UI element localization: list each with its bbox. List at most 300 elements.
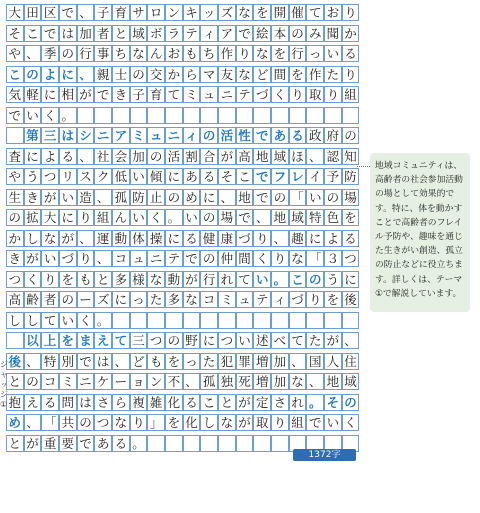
grid-cell: の xyxy=(271,189,289,206)
grid-cell: 「 xyxy=(41,414,59,431)
grid-cell: 多 xyxy=(165,291,183,308)
grid-cell: 認 xyxy=(324,148,342,165)
grid-cell xyxy=(306,107,324,124)
grid-cell xyxy=(218,312,236,329)
grid-cell: き xyxy=(112,86,130,103)
grid-cell: 行 xyxy=(289,45,307,62)
grid-cell: と xyxy=(218,394,236,411)
grid-cell: し xyxy=(24,230,42,247)
grid-cell: 別 xyxy=(59,353,77,370)
grid-cell: こ xyxy=(289,271,307,288)
grid-cell: 防 xyxy=(130,189,148,206)
grid-cell xyxy=(253,312,271,329)
grid-cell: る xyxy=(342,230,360,247)
grid-cell: 高 xyxy=(6,291,24,308)
grid-cell: 取 xyxy=(306,86,324,103)
grid-cell: れ xyxy=(218,271,236,288)
grid-cell: さ xyxy=(94,394,112,411)
grid-cell: サ xyxy=(130,4,148,21)
grid-cell: の xyxy=(165,189,183,206)
grid-cell: 会 xyxy=(112,148,130,165)
grid-cell: な xyxy=(289,373,307,390)
grid-cell: 孤 xyxy=(200,373,218,390)
grid-cell: い xyxy=(324,45,342,62)
grid-cell: る xyxy=(200,168,218,185)
grid-cell: こ xyxy=(6,66,24,83)
grid-cell: づ xyxy=(289,291,307,308)
grid-cell: り xyxy=(130,414,148,431)
grid-cell: の xyxy=(24,66,42,83)
grid-cell: 、 xyxy=(253,209,271,226)
grid-cell: き xyxy=(24,189,42,206)
grid-cell: ー xyxy=(77,291,95,308)
grid-cell: い xyxy=(324,414,342,431)
grid-cell xyxy=(200,107,218,124)
grid-cell: 場 xyxy=(342,189,360,206)
grid-cell: で xyxy=(236,209,254,226)
grid-cell: 域 xyxy=(130,25,148,42)
grid-cell: 傾 xyxy=(147,168,165,185)
grid-cell: ミ xyxy=(183,86,201,103)
grid-row xyxy=(6,310,359,331)
grid-cell: 士 xyxy=(112,66,130,83)
grid-cell xyxy=(271,435,289,452)
grid-cell: 特 xyxy=(306,209,324,226)
grid-cell: 域 xyxy=(342,373,360,390)
grid-cell: 、 xyxy=(24,414,42,431)
grid-cell: 犯 xyxy=(218,353,236,370)
grid-cell: な xyxy=(130,45,148,62)
grid-cell: の xyxy=(200,127,218,144)
grid-cell: と xyxy=(6,435,24,452)
grid-cell: 防 xyxy=(342,168,360,185)
grid-cell: 、 xyxy=(77,4,95,21)
grid-cell: 地 xyxy=(236,189,254,206)
grid-cell: ィ xyxy=(200,25,218,42)
grid-cell: 活 xyxy=(165,148,183,165)
grid-cell xyxy=(253,435,271,452)
grid-cell: か xyxy=(6,230,24,247)
grid-cell xyxy=(236,435,254,452)
grid-row xyxy=(6,412,359,433)
grid-cell: い xyxy=(236,332,254,349)
grid-cell: 住 xyxy=(342,353,360,370)
grid-cell: 三 xyxy=(41,127,59,144)
grid-cell: で xyxy=(183,250,201,267)
grid-cell: 抱 xyxy=(6,394,24,411)
grid-cell: な xyxy=(289,250,307,267)
grid-cell: る xyxy=(289,127,307,144)
grid-cell: 重 xyxy=(41,435,59,452)
grid-cell: り xyxy=(306,291,324,308)
grid-cell: ニ xyxy=(165,127,183,144)
grid-cell: ら xyxy=(183,66,201,83)
grid-cell: 大 xyxy=(6,4,24,21)
grid-cell: の xyxy=(59,291,77,308)
grid-cell: 三 xyxy=(130,332,148,349)
grid-cell: ほ xyxy=(289,148,307,165)
grid-cell: 間 xyxy=(236,250,254,267)
grid-cell: う xyxy=(24,168,42,185)
grid-cell: リ xyxy=(59,168,77,185)
grid-cell: の xyxy=(24,373,42,390)
grid-row xyxy=(6,105,359,126)
grid-cell xyxy=(342,107,360,124)
grid-cell: 止 xyxy=(147,189,165,206)
grid-cell: 府 xyxy=(324,127,342,144)
grid-cell: イ xyxy=(306,168,324,185)
grid-cell: 動 xyxy=(165,271,183,288)
grid-cell: 増 xyxy=(253,353,271,370)
grid-cell: 域 xyxy=(289,209,307,226)
grid-cell: 後 xyxy=(6,353,24,370)
grid-row xyxy=(6,84,359,105)
grid-cell: 組 xyxy=(94,209,112,226)
grid-cell: い xyxy=(24,107,42,124)
grid-cell: 相 xyxy=(59,86,77,103)
grid-cell: ュ xyxy=(236,291,254,308)
grid-cell: 、 xyxy=(94,250,112,267)
grid-cell: を xyxy=(271,45,289,62)
grid-cell: お xyxy=(324,4,342,21)
grid-cell: 上 xyxy=(41,332,59,349)
grid-cell: 人 xyxy=(324,353,342,370)
grid-cell: の xyxy=(6,209,24,226)
grid-cell: ミ xyxy=(130,127,148,144)
grid-cell: に xyxy=(200,332,218,349)
grid-cell: ィ xyxy=(183,127,201,144)
grid-cell: 大 xyxy=(41,209,59,226)
grid-cell: 齢 xyxy=(24,291,42,308)
grid-cell: な xyxy=(253,45,271,62)
grid-cell: に xyxy=(342,271,360,288)
grid-cell: 生 xyxy=(6,189,24,206)
grid-cell: 化 xyxy=(183,414,201,431)
grid-cell: を xyxy=(165,414,183,431)
grid-row xyxy=(6,392,359,413)
grid-cell: よ xyxy=(41,66,59,83)
note-leader-line xyxy=(357,166,370,167)
grid-cell: な xyxy=(218,414,236,431)
grid-cell: と xyxy=(6,373,24,390)
grid-row xyxy=(6,166,359,187)
grid-cell: ズ xyxy=(218,4,236,21)
grid-cell: ら xyxy=(112,394,130,411)
grid-cell: に xyxy=(41,86,59,103)
grid-row xyxy=(6,43,359,64)
grid-cell: 体 xyxy=(130,230,148,247)
grid-cell: は xyxy=(59,127,77,144)
grid-cell: 国 xyxy=(306,353,324,370)
grid-cell: 間 xyxy=(271,66,289,83)
grid-cell: 死 xyxy=(236,373,254,390)
grid-cell: 加 xyxy=(271,373,289,390)
grid-cell: 「 xyxy=(289,189,307,206)
grid-cell: に xyxy=(165,230,183,247)
grid-cell: ュ xyxy=(147,127,165,144)
grid-cell: る xyxy=(59,148,77,165)
grid-cell: ロ xyxy=(147,4,165,21)
grid-cell: に xyxy=(306,230,324,247)
grid-cell: と xyxy=(94,271,112,288)
grid-cell: 。 xyxy=(130,435,148,452)
grid-row xyxy=(6,207,359,228)
grid-cell: 第 xyxy=(24,127,42,144)
grid-row xyxy=(6,351,359,372)
grid-cell: 趣 xyxy=(289,230,307,247)
grid-cell xyxy=(112,312,130,329)
grid-cell xyxy=(289,107,307,124)
grid-cell: が xyxy=(77,86,95,103)
grid-cell: コ xyxy=(112,250,130,267)
grid-cell: い xyxy=(253,271,271,288)
grid-cell: え xyxy=(94,332,112,349)
grid-cell: る xyxy=(342,45,360,62)
grid-cell: ョ xyxy=(130,373,148,390)
grid-cell: 、 xyxy=(77,230,95,247)
grid-cell: あ xyxy=(94,435,112,452)
grid-cell: ニ xyxy=(77,373,95,390)
grid-cell: を xyxy=(253,4,271,21)
side-mark: ジャッジ① xyxy=(0,360,8,409)
grid-cell: テ xyxy=(236,86,254,103)
grid-row xyxy=(6,2,359,23)
grid-cell: 高 xyxy=(236,148,254,165)
grid-cell: 取 xyxy=(253,414,271,431)
grid-cell: や xyxy=(6,45,24,62)
grid-cell: 加 xyxy=(271,353,289,370)
grid-cell: 多 xyxy=(112,271,130,288)
grid-cell: 予 xyxy=(324,168,342,185)
grid-cell: テ xyxy=(165,250,183,267)
grid-cell: で xyxy=(253,168,271,185)
grid-cell: 、 xyxy=(77,66,95,83)
grid-cell: の xyxy=(342,127,360,144)
grid-cell: シ xyxy=(77,127,95,144)
grid-cell: 操 xyxy=(147,230,165,247)
grid-cell: 者 xyxy=(94,25,112,42)
grid-cell: 、 xyxy=(218,189,236,206)
grid-row xyxy=(6,23,359,44)
grid-cell: ミ xyxy=(218,291,236,308)
grid-cell: み xyxy=(306,25,324,42)
grid-cell: ん xyxy=(147,45,165,62)
grid-cell: を xyxy=(289,66,307,83)
grid-cell: 、 xyxy=(112,353,130,370)
grid-cell: 独 xyxy=(218,373,236,390)
grid-cell: や xyxy=(6,168,24,185)
grid-cell: 子 xyxy=(130,86,148,103)
grid-cell: り xyxy=(77,250,95,267)
grid-cell: に xyxy=(200,189,218,206)
grid-cell: を xyxy=(59,271,77,288)
grid-cell: よ xyxy=(324,230,342,247)
grid-cell xyxy=(218,107,236,124)
grid-cell: コ xyxy=(200,291,218,308)
grid-cell: つ xyxy=(147,332,165,349)
grid-cell: よ xyxy=(41,148,59,165)
grid-cell: そ xyxy=(324,394,342,411)
grid-cell: り xyxy=(324,86,342,103)
grid-cell: 子 xyxy=(94,4,112,21)
grid-cell: 、 xyxy=(183,373,201,390)
grid-cell: ズ xyxy=(94,291,112,308)
grid-cell: く xyxy=(41,107,59,124)
grid-cell xyxy=(253,107,271,124)
grid-cell: ミ xyxy=(59,373,77,390)
grid-cell: 。 xyxy=(59,107,77,124)
grid-cell: の xyxy=(130,66,148,83)
grid-cell: で xyxy=(6,107,24,124)
grid-cell: の xyxy=(77,414,95,431)
grid-row xyxy=(6,248,359,269)
grid-cell: 合 xyxy=(200,148,218,165)
grid-cell: 本 xyxy=(271,25,289,42)
grid-cell: い xyxy=(183,209,201,226)
grid-cell: 区 xyxy=(41,4,59,21)
grid-cell: 問 xyxy=(59,394,77,411)
grid-cell xyxy=(218,435,236,452)
grid-cell: コ xyxy=(41,373,59,390)
grid-cell: る xyxy=(183,394,201,411)
grid-cell: 地 xyxy=(271,209,289,226)
grid-cell: 。 xyxy=(165,209,183,226)
grid-cell: 政 xyxy=(306,127,324,144)
grid-cell: に xyxy=(59,209,77,226)
grid-cell xyxy=(165,435,183,452)
grid-cell xyxy=(147,312,165,329)
grid-cell: な xyxy=(112,414,130,431)
grid-cell: 性 xyxy=(236,127,254,144)
grid-cell: り xyxy=(253,230,271,247)
grid-cell: 開 xyxy=(271,4,289,21)
grid-cell xyxy=(77,107,95,124)
grid-cell: し xyxy=(6,312,24,329)
grid-cell: ど xyxy=(253,66,271,83)
grid-cell xyxy=(342,312,360,329)
grid-cell: 田 xyxy=(24,4,42,21)
grid-cell: が xyxy=(236,414,254,431)
grid-cell: も xyxy=(183,45,201,62)
grid-cell: か xyxy=(342,25,360,42)
grid-cell: っ xyxy=(306,45,324,62)
grid-cell xyxy=(289,312,307,329)
grid-cell: 造 xyxy=(77,189,95,206)
grid-cell: て xyxy=(306,4,324,21)
grid-cell: 雑 xyxy=(147,394,165,411)
grid-cell xyxy=(165,312,183,329)
grid-cell: 地 xyxy=(324,373,342,390)
grid-cell: ン xyxy=(165,4,183,21)
grid-cell xyxy=(306,312,324,329)
grid-cell: こ xyxy=(236,168,254,185)
grid-cell: 拡 xyxy=(24,209,42,226)
grid-cell xyxy=(200,435,218,452)
grid-cell: 、 xyxy=(77,148,95,165)
grid-cell: こ xyxy=(200,394,218,411)
grid-cell: 行 xyxy=(200,271,218,288)
grid-cell: 不 xyxy=(165,373,183,390)
grid-cell: も xyxy=(147,353,165,370)
grid-cell: ュ xyxy=(200,86,218,103)
grid-cell: 活 xyxy=(218,127,236,144)
grid-cell: の xyxy=(165,332,183,349)
grid-cell: 絵 xyxy=(253,25,271,42)
grid-cell: 、 xyxy=(24,45,42,62)
grid-cell: 仲 xyxy=(218,250,236,267)
grid-row xyxy=(6,146,359,167)
grid-cell: 以 xyxy=(24,332,42,349)
grid-cell: 、 xyxy=(271,230,289,247)
grid-cell: ー xyxy=(112,373,130,390)
grid-cell: が xyxy=(24,250,42,267)
grid-cell: 動 xyxy=(112,230,130,247)
grid-cell: り xyxy=(342,4,360,21)
grid-cell: 行 xyxy=(77,45,95,62)
grid-cell: 増 xyxy=(253,373,271,390)
grid-cell: の xyxy=(342,394,360,411)
grid-row xyxy=(6,187,359,208)
grid-cell: 。 xyxy=(306,394,324,411)
grid-cell: て xyxy=(41,312,59,329)
grid-cell: ボ xyxy=(147,25,165,42)
grid-cell: 査 xyxy=(6,148,24,165)
grid-cell: の xyxy=(59,45,77,62)
grid-cell: 「 xyxy=(306,250,324,267)
grid-row xyxy=(6,125,359,146)
grid-cell: 軽 xyxy=(24,86,42,103)
grid-cell: の xyxy=(200,209,218,226)
grid-cell xyxy=(200,312,218,329)
grid-cell: て xyxy=(289,332,307,349)
grid-cell: り xyxy=(271,414,289,431)
grid-cell xyxy=(130,107,148,124)
grid-cell: た xyxy=(324,66,342,83)
grid-cell: り xyxy=(342,66,360,83)
grid-cell: い xyxy=(59,189,77,206)
grid-cell: そ xyxy=(6,25,24,42)
grid-cell: 交 xyxy=(147,66,165,83)
grid-cell: 加 xyxy=(130,148,148,165)
grid-cell: 気 xyxy=(6,86,24,103)
grid-cell: 組 xyxy=(342,86,360,103)
grid-cell: 」 xyxy=(147,414,165,431)
grid-cell: 要 xyxy=(59,435,77,452)
grid-cell: を xyxy=(59,332,77,349)
grid-cell: に xyxy=(112,291,130,308)
grid-cell: 運 xyxy=(94,230,112,247)
grid-cell: 親 xyxy=(94,66,112,83)
grid-cell: 低 xyxy=(112,168,130,185)
grid-cell: マ xyxy=(200,66,218,83)
grid-cell: う xyxy=(324,271,342,288)
grid-cell: 様 xyxy=(130,271,148,288)
grid-cell: く xyxy=(342,414,360,431)
grid-cell: が xyxy=(218,148,236,165)
grid-cell: が xyxy=(183,271,201,288)
grid-cell: 作 xyxy=(218,45,236,62)
grid-cell: い xyxy=(41,250,59,267)
grid-cell: な xyxy=(147,271,165,288)
grid-cell: テ xyxy=(253,291,271,308)
grid-cell: き xyxy=(6,250,24,267)
grid-cell: の xyxy=(147,148,165,165)
grid-cell: を xyxy=(342,209,360,226)
grid-cell: な xyxy=(236,4,254,21)
grid-cell: 割 xyxy=(183,148,201,165)
grid-cell: 季 xyxy=(41,45,59,62)
grid-cell: な xyxy=(183,291,201,308)
